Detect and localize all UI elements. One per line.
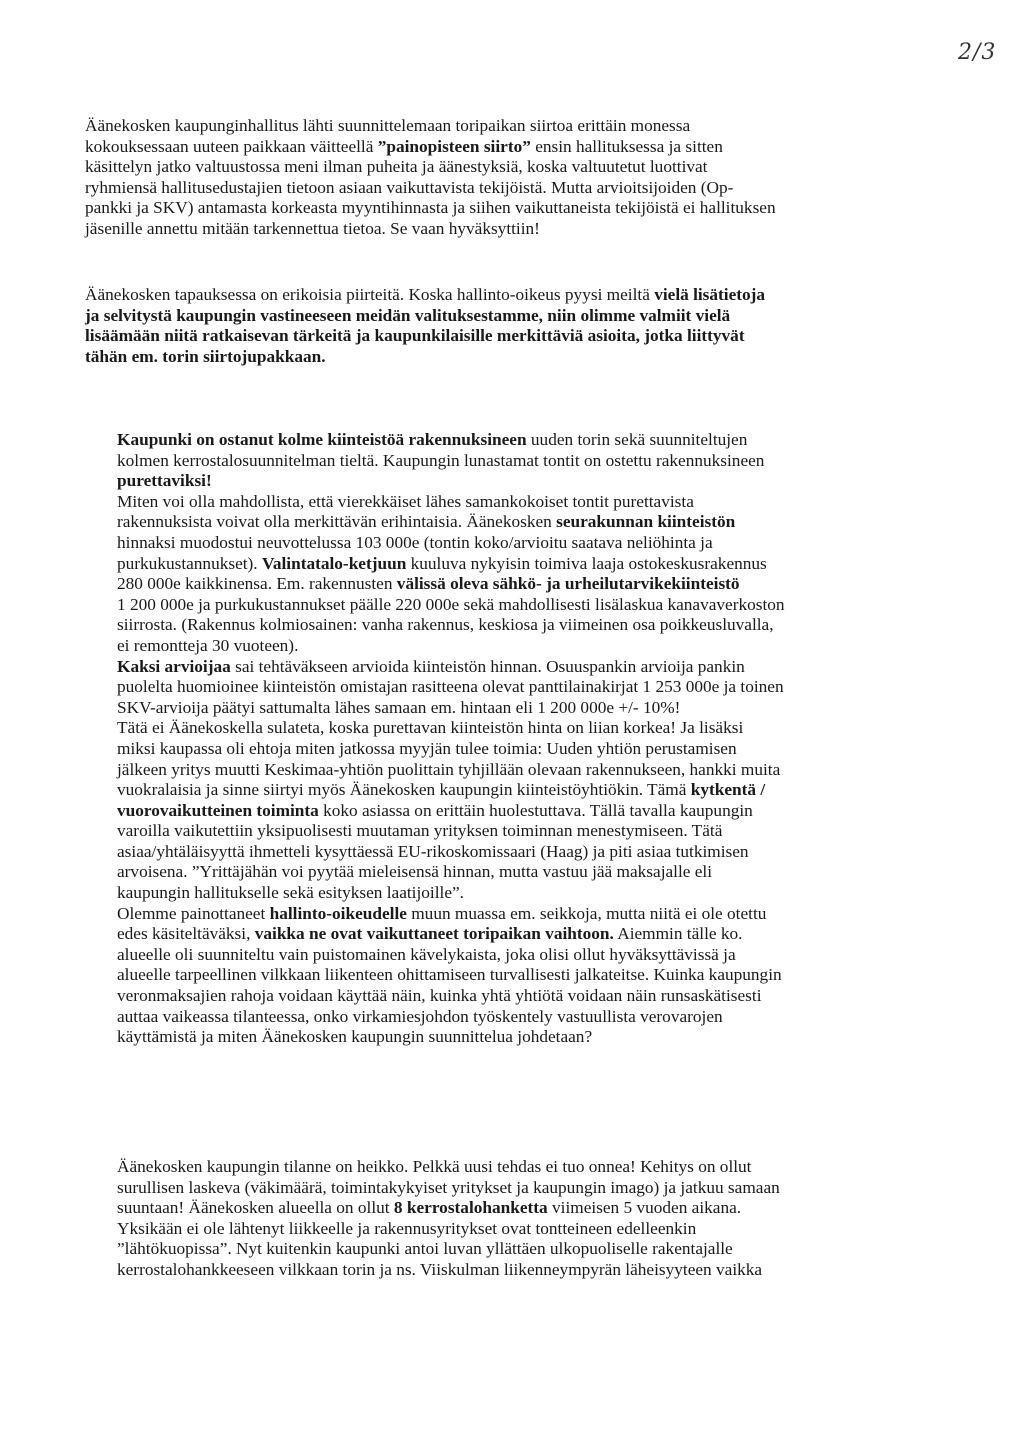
bold-span: hallinto-oikeudelle (269, 903, 407, 923)
text-line: ”lähtökuopissa”. Nyt kuitenkin kaupunki antoi luvan yllättäen ulkopuoliselle rakentajalle (117, 1239, 733, 1259)
text-line: Tätä ei Äänekoskella sulateta, koska purettavan kiinteistön hinta on liian korkea! Ja lisäksi (117, 718, 744, 738)
text-line (117, 801, 977, 822)
text-line: 1 200 000e ja purkukustannukset päälle 220 000e sekä mahdollisesti lisälaskua kanavaverkoston (117, 594, 785, 614)
paragraph-special-features (85, 285, 965, 367)
bold-quote: ”painopisteen siirto” (377, 136, 531, 156)
paragraph-toripaikka-decision (85, 116, 965, 240)
text-line: ja selvitystä kaupungin vastineeseen meidän valituksestamme, niin olimme valmiit vielä (85, 305, 731, 325)
text-span: viimeisen 5 vuoden aikana. (547, 1198, 742, 1218)
bold-span: vaikka ne ovat vaikuttaneet toripaikan vaihtoon. (254, 924, 614, 944)
text-span: suuntaan! Äänekosken alueella on ollut (117, 1198, 394, 1218)
text-line: surullisen laskeva (väkimäärä, toimintakykyiset yritykset ja kaupungin imago) ja jatkuu samaan (117, 1177, 780, 1197)
text-line (117, 554, 977, 575)
text-span: koko asiassa on erittäin huolestuttava. Tällä tavalla kaupungin (318, 800, 753, 820)
text-span: rakennuksista voivat olla merkittävän erihintaisia. Äänekosken (117, 512, 557, 532)
text-line: arvoisena. ”Yrittäjähän voi pyytää mieleisensä hinnan, mutta vastuu jää maksajalle eli (117, 862, 713, 882)
text-line: jälkeen yritys muutti Keskimaa-yhtiön puolittain tyhjillään olevaan rakennukseen, hankki muita (117, 759, 781, 779)
bold-span: 8 kerrostalohanketta (393, 1198, 548, 1218)
text-span: kokouksessaan uuteen paikkaan väitteellä (85, 136, 378, 156)
paragraph-city-situation (117, 1157, 977, 1281)
text-span: muun muassa em. seikkoja, mutta niitä ei ole otettu (406, 903, 767, 923)
text-line (117, 574, 977, 595)
text-line: tähän em. torin siirtojupakkaan. (85, 346, 326, 366)
text-line: siirrosta. (Rakennus kolmiosainen: vanha rakennus, keskiosa ja viimeinen osa poikkeusluvalla, (117, 615, 774, 635)
text-line: Äänekosken kaupunginhallitus lähti suunnittelemaan toripaikan siirtoa erittäin monessa (85, 116, 691, 135)
text-line: veronmaksajien rahoja voidaan käyttää näin, kuinka yhtä yhtiötä voidaan näin runsaskätisesti (117, 986, 762, 1006)
bold-span: Kaupunki on ostanut kolme kiinteistöä rakennuksineen (117, 430, 527, 449)
text-line: asiaa/yhtäläisyyttä ihmetteli kysyttäessä EU-rikoskomissaari (Haag) ja piti asiaa tutkimisen (117, 841, 749, 861)
paragraph-property-purchases (117, 430, 977, 1048)
page-number: 2/3 (958, 40, 997, 65)
text-line (117, 780, 977, 801)
text-line (117, 1198, 977, 1219)
text-span: Aiemmin tälle ko. (613, 924, 743, 944)
text-span: purkukustannukset). (117, 553, 262, 573)
text-span: 280 000e kaikkinensa. Em. rakennusten (117, 574, 397, 594)
bold-span: kytkentä / (690, 780, 766, 800)
text-span: sai tehtäväkseen arvioida kiinteistön hinnan. Osuuspankin arvioija pankin (230, 656, 745, 676)
text-line (117, 512, 977, 533)
text-line: kerrostalohankkeeseen vilkkaan torin ja ns. Viiskulman liikenneympyrän läheisyyteen vaikka (117, 1259, 763, 1279)
bold-span: vuorovaikutteinen toiminta (117, 800, 319, 820)
text-span: Olemme painottaneet (117, 903, 270, 923)
text-line: Äänekosken kaupungin tilanne on heikko. Pelkkä uusi tehdas ei tuo onnea! Kehitys on ollut (117, 1157, 752, 1176)
text-line: purettaviksi! (117, 471, 212, 491)
text-line: lisäämään niitä ratkaisevan tärkeitä ja kaupunkilaisille merkittäviä asioita, jotka liittyvät (85, 326, 745, 346)
text-line: hinnaksi muodostui neuvottelussa 103 000e (tontin koko/arvioitu saatava neliöhinta ja (117, 532, 713, 552)
text-span: edes käsiteltäväksi, (117, 924, 255, 944)
text-line: alueelle tarpeellinen vilkkaan liikenteen ohittamiseen turvallisesti jalkateitse. Kuinka kaupungin (117, 965, 782, 985)
text-line: ryhmiensä hallitusedustajien tietoon asiaan vaikuttavista tekijöistä. Mutta arvioitsijoiden (Op- (85, 177, 734, 197)
text-line (117, 657, 977, 678)
text-span: Äänekosken tapauksessa on erikoisia piirteitä. Koska hallinto-oikeus pyysi meiltä (85, 285, 655, 304)
text-line: Miten voi olla mahdollista, että vierekkäiset lähes samankokoiset tontit purettavista (117, 491, 694, 511)
text-line: alueelle oli suunniteltu vain puistomainen kävelykaista, joka olisi ollut hyväksyttävissä ja (117, 944, 736, 964)
text-line: varoilla vaikutettiin yksipuolisesti muutaman yrityksen toiminnan menestymiseen. Tätä (117, 821, 723, 841)
text-line (85, 285, 965, 306)
text-line: pankki ja SKV) antamasta korkeasta myyntihinnasta ja siihen vaikuttaneista tekijöistä ei hallituksen (85, 198, 776, 218)
text-span: vuokralaisia ja sinne siirtyi myös Äänekosken kaupungin kiinteistöyhtiökin. Tämä (117, 780, 691, 800)
text-span: kuuluva nykyisin toimiva laaja ostokeskusrakennus (406, 553, 767, 573)
bold-span: vielä lisätietoja (654, 285, 766, 304)
text-span: uuden torin sekä suunniteltujen (526, 430, 748, 449)
text-line: miksi kaupassa oli ehtoja miten jatkossa myyjän tulee toimia: Uuden yhtiön perustamisen (117, 738, 737, 758)
text-line: kaupungin hallitukselle sekä esityksen laatijoille”. (117, 883, 464, 903)
text-line (117, 430, 977, 451)
bold-span: Valintatalo-ketjuun (261, 553, 407, 573)
text-line: jäsenille annettu mitään tarkennettua tietoa. Se vaan hyväksyttiin! (85, 218, 540, 238)
text-line: käyttämistä ja miten Äänekosken kaupungin suunnittelua johdetaan? (117, 1027, 593, 1047)
text-span: ensin hallituksessa ja sitten (530, 136, 723, 156)
bold-span: välissä oleva sähkö- ja urheilutarvikekiinteistö (396, 574, 740, 594)
text-line: käsittelyn jatko valtuustossa meni ilman puheita ja äänestyksiä, koska valtuutetut luottivat (85, 157, 708, 177)
text-line (117, 924, 977, 945)
text-line (85, 137, 965, 158)
text-line: Yksikään ei ole lähtenyt liikkeelle ja rakennusyritykset ovat tontteineen edelleenkin (117, 1218, 697, 1238)
text-line: SKV-arvioija päätyi sattumalta lähes samaan em. hintaan eli 1 200 000e +/- 10%! (117, 697, 681, 717)
text-line: puolelta huomioinee kiinteistön omistajan rasitteena olevat panttilainakirjat 1 253 000e ja toinen (117, 677, 784, 697)
text-line: kolmen kerrostalosuunnitelman tieltä. Kaupungin lunastamat tontit on ostettu rakennuksineen (117, 450, 765, 470)
text-line: auttaa vaikeassa tilanteessa, onko virkamiesjohdon työskentely vastuullista verovarojen (117, 1006, 723, 1026)
bold-span: Kaksi arvioijaa (117, 656, 231, 676)
text-line (117, 904, 977, 925)
bold-span: seurakunnan kiinteistön (556, 512, 736, 532)
text-line: ei remontteja 30 vuoteen). (117, 635, 299, 655)
